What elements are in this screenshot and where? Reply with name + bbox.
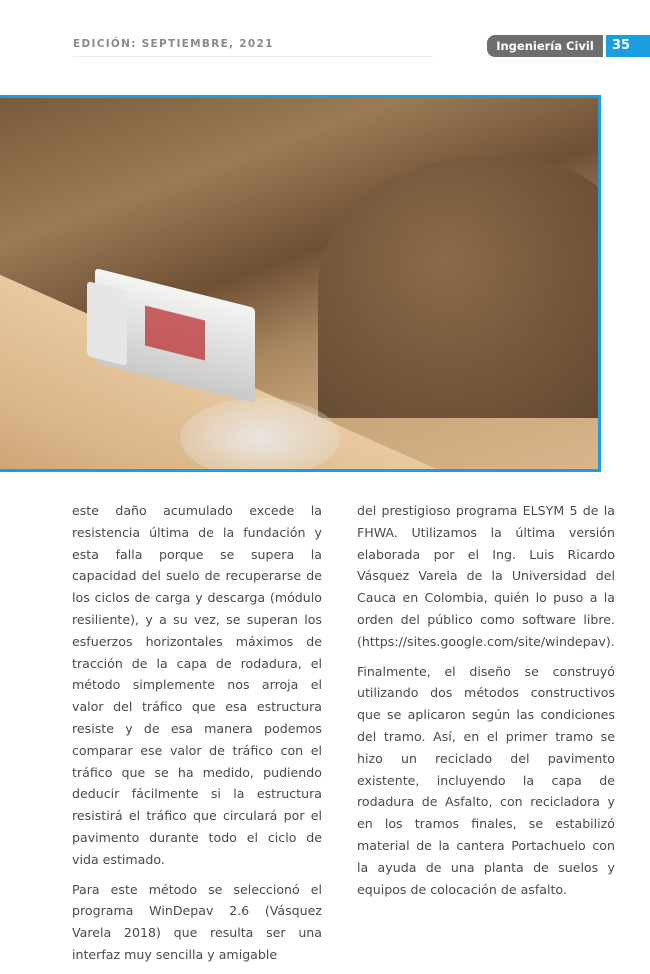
paragraph: este daño acumulado excede la resistencia última de la fundación y esta falla porque se supera la capacidad del suelo de recuperarse de los ciclos de carga y descarga (módulo resiliente), y a su vez, se superan los esfuerzos horizontales máximos de tracción de la capa de rodadura, el método simplemente nos arroja el valor del tráfico que esa estructura resiste y de esa manera podemos comparar ese valor de tráfico con el tráfico que se ha medido, pudiendo deducir fácilmente si la estructura resistirá el tráfico que circulará por el pavimento durante todo el ciclo de vida estimado. — [72, 503, 322, 867]
section-tab: Ingeniería Civil — [487, 35, 603, 57]
article-left-column — [72, 500, 322, 974]
photo-dust — [180, 398, 340, 472]
article-right-column — [357, 500, 615, 908]
photo-hill — [318, 158, 601, 418]
header-divider — [73, 56, 433, 57]
truck-on-desert-road-photo — [0, 95, 601, 472]
page-number: 35 — [606, 35, 650, 57]
photo-truck-logo — [145, 306, 205, 361]
edition-date: EDICIÓN: SEPTIEMBRE, 2021 — [73, 38, 274, 50]
photo-truck-cab — [87, 281, 127, 366]
paragraph: del prestigioso programa ELSYM 5 de la FHWA. Utilizamos la última versión elaborada por el Ing. Luis Ricardo Vásquez Varela de la Universidad del Cauca en Colombia, quién lo puso a la orden del público como software libre. (https://sites.google.com/site/windepav). — [357, 503, 615, 649]
paragraph: Finalmente, el diseño se construyó utilizando dos métodos constructivos que se aplicaron según las condiciones del tramo. Así, en el primer tramo se hizo un reciclado del pavimento existente, incluyendo la capa de rodadura de Asfalto, con recicladora y en los tramos finales, se estabilizó material de la cantera Portachuelo con la ayuda de una planta de suelos y equipos de colocación de asfalto. — [357, 663, 615, 897]
paragraph: Para este método se seleccionó el programa WinDepav 2.6 (Vásquez Varela 2018) que resulta ser una interfaz muy sencilla y amigable — [72, 881, 322, 962]
